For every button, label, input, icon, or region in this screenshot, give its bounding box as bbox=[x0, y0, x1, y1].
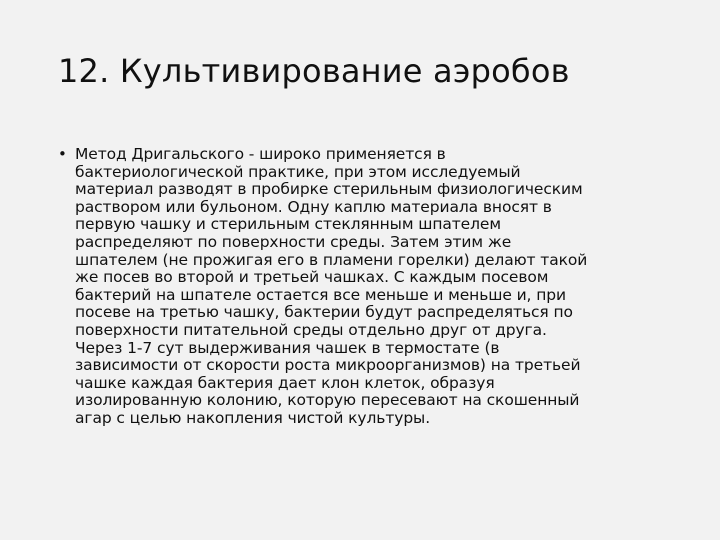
body-line: материал разводят в пробирке стерильным физиологическим bbox=[75, 180, 583, 199]
body-line: раствором или бульоном. Одну каплю материала вносят в bbox=[75, 197, 552, 216]
body-line: распределяют по поверхности среды. Затем этим же bbox=[75, 232, 512, 251]
body-line: поверхности питательной среды отдельно друг от друга. bbox=[75, 320, 547, 339]
body-line: же посев во второй и третьей чашках. С каждым посевом bbox=[75, 268, 549, 287]
slide-body bbox=[58, 146, 698, 428]
body-line: шпателем (не прожигая его в пламени горелки) делают такой bbox=[75, 250, 588, 269]
body-line: Через 1-7 сут выдерживания чашек в термостате (в bbox=[75, 338, 500, 357]
slide-title: 12. Культивирование аэробов bbox=[58, 52, 570, 90]
body-line: бактерий на шпателе остается все меньше и меньше и, при bbox=[75, 285, 566, 304]
body-line: зависимости от скорости роста микроорганизмов) на третьей bbox=[75, 356, 581, 375]
bullet-item bbox=[58, 146, 698, 428]
body-line: Метод Дригальского - широко применяется в bbox=[75, 145, 446, 163]
body-line: чашке каждая бактерия дает клон клеток, образуя bbox=[75, 373, 495, 392]
body-line: бактериологической практике, при этом исследуемый bbox=[75, 162, 521, 181]
body-line: посеве на третью чашку, бактерии будут распределяться по bbox=[75, 303, 573, 322]
body-line: первую чашку и стерильным стеклянным шпателем bbox=[75, 215, 501, 234]
body-line: агар с целью накопления чистой культуры. bbox=[75, 408, 431, 427]
bullet-icon: • bbox=[58, 145, 67, 163]
body-line: изолированную колонию, которую пересевают на скошенный bbox=[75, 391, 580, 410]
